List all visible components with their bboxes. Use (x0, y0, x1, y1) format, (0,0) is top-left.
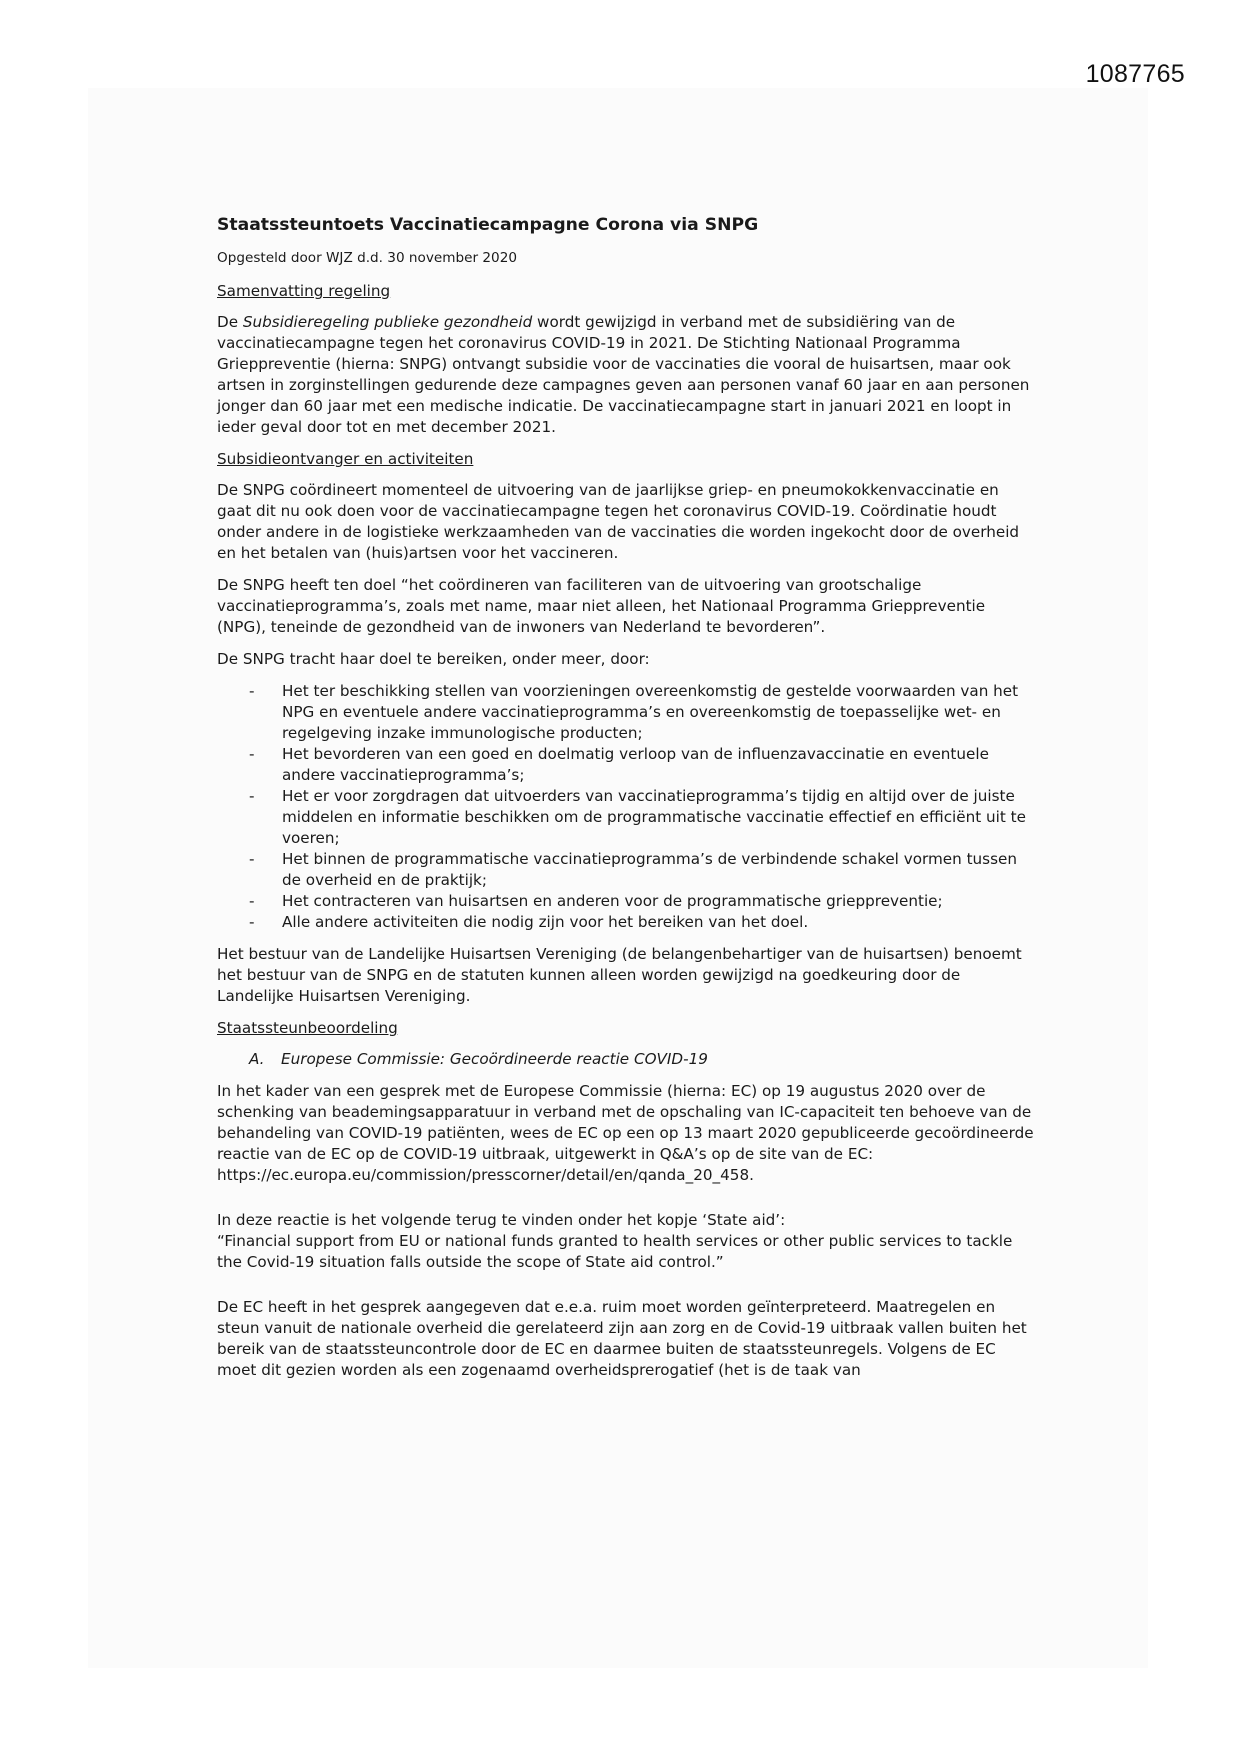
subheading-europese-commissie (217, 1049, 1037, 1070)
paragraph-doel-intro: De SNPG tracht haar doel te bereiken, onder meer, door: (217, 650, 650, 668)
paragraph-samenvatting (217, 312, 1037, 438)
subheading-letter: A. (249, 1050, 265, 1068)
paragraph-samenvatting-prefix: De (217, 313, 243, 331)
paragraph-state-aid (217, 1210, 1037, 1273)
state-aid-quote: “Financial support from EU or national funds granted to health services or other public services to tackle the Covid-19 situation falls outside the scope of State aid control.” (217, 1232, 1013, 1271)
list-item: - Het binnen de programmatische vaccinatieprogramma’s de verbindende schakel vormen tussen de overheid en de praktijk; (217, 849, 1037, 891)
paragraph-coordinatie: De SNPG coördineert momenteel de uitvoering van de jaarlijkse griep- en pneumokokkenvaccinatie en gaat dit nu ook doen voor de vaccinatiecampagne tegen het coronavirus COVID-19. Coördinatie houdt onder andere in de logistieke werkzaamheden van de vaccinaties die worden ingekocht door de overheid en het betalen van (huis)artsen voor het vaccineren. (217, 481, 1020, 562)
document-subtitle: Opgesteld door WJZ d.d. 30 november 2020 (217, 250, 517, 266)
state-aid-intro: In deze reactie is het volgende terug te vinden onder het kopje ‘State aid’: (217, 1211, 786, 1229)
heading-samenvatting: Samenvatting regeling (217, 282, 391, 300)
document-title: Staatssteuntoets Vaccinatiecampagne Corona via SNPG (217, 215, 759, 235)
heading-staatssteunbeoordeling: Staatssteunbeoordeling (217, 1019, 398, 1037)
paragraph-bestuur: Het bestuur van de Landelijke Huisartsen Vereniging (de belangenbehartiger van de huisartsen) benoemt het bestuur van de SNPG en de statuten kunnen alleen worden gewijzigd na goedkeuring door de Landelijke Huisartsen Vereniging. (217, 945, 1022, 1005)
list-item: - Alle andere activiteiten die nodig zijn voor het bereiken van het doel. (217, 912, 1037, 933)
document-page (217, 214, 1037, 1392)
heading-subsidieontvanger: Subsidieontvanger en activiteiten (217, 450, 474, 468)
paragraph-gesprek-ec: In het kader van een gesprek met de Europese Commissie (hierna: EC) op 19 augustus 2020 over de schenking van beademingsapparatuur in verband met de opschaling van IC-capaciteit ten behoeve van de behandeling van COVID-19 patiënten, wees de EC op een op 13 maart 2020 gepubliceerde gecoördineerde reactie van de EC op de COVID-19 uitbraak, uitgewerkt in Q&A’s op de site van de EC: https://ec.europa.eu/commission/presscorner/detail/en/qanda_20_458. (217, 1082, 1034, 1184)
regulation-name: Subsidieregeling publieke gezondheid (242, 313, 533, 331)
list-item: - Het bevorderen van een goed en doelmatig verloop van de influenzavaccinatie en eventuele andere vaccinatieprogramma’s; (217, 744, 1037, 786)
paragraph-samenvatting-rest: wordt gewijzigd in verband met de subsidiëring van de vaccinatiecampagne tegen het coronavirus COVID-19 in 2021. De Stichting Nationaal Programma Grieppreventie (hierna: SNPG) ontvangt subsidie voor de vaccinaties die vooral de huisartsen, maar ook artsen in zorginstellingen gedurende deze campagnes geven aan personen vanaf 60 jaar en aan personen jonger dan 60 jaar met een medische indicatie. De vaccinatiecampagne start in januari 2021 en loopt in ieder geval door tot en met december 2021. (217, 313, 1030, 436)
list-item: - Het ter beschikking stellen van voorzieningen overeenkomstig de gestelde voorwaarden van het NPG en eventuele andere vaccinatieprogramma’s en overeenkomstig de toepasselijke wet- en regelgeving inzake immunologische producten; (217, 681, 1037, 744)
list-item: - Het er voor zorgdragen dat uitvoerders van vaccinatieprogramma’s tijdig en altijd over de juiste middelen en informatie beschikken om de programmatische vaccinatie effectief en efficiënt uit te voeren; (217, 786, 1037, 849)
list-item: - Het contracteren van huisartsen en anderen voor de programmatische grieppreventie; (217, 891, 1037, 912)
paragraph-interpretatie: De EC heeft in het gesprek aangegeven dat e.e.a. ruim moet worden geïnterpreteerd. Maatregelen en steun vanuit de nationale overheid die gerelateerd zijn aan zorg en de Covid-19 uitbraak vallen buiten het bereik van de staatssteuncontrole door de EC en daarmee buiten de staatssteunregels. Volgens de EC moet dit gezien worden als een zogenaamd overheidsprerogatief (het is de taak van (217, 1298, 1027, 1379)
subheading-title: Europese Commissie: Gecoördineerde reactie COVID-19 (281, 1050, 708, 1068)
document-number: 1087765 (1085, 60, 1185, 88)
paragraph-doel: De SNPG heeft ten doel “het coördineren van faciliteren van de uitvoering van grootschalige vaccinatieprogramma’s, zoals met name, maar niet alleen, het Nationaal Programma Grieppreventie (NPG), teneinde de gezondheid van de inwoners van Nederland te bevorderen”. (217, 576, 986, 636)
bullet-list-activities (217, 681, 1037, 933)
